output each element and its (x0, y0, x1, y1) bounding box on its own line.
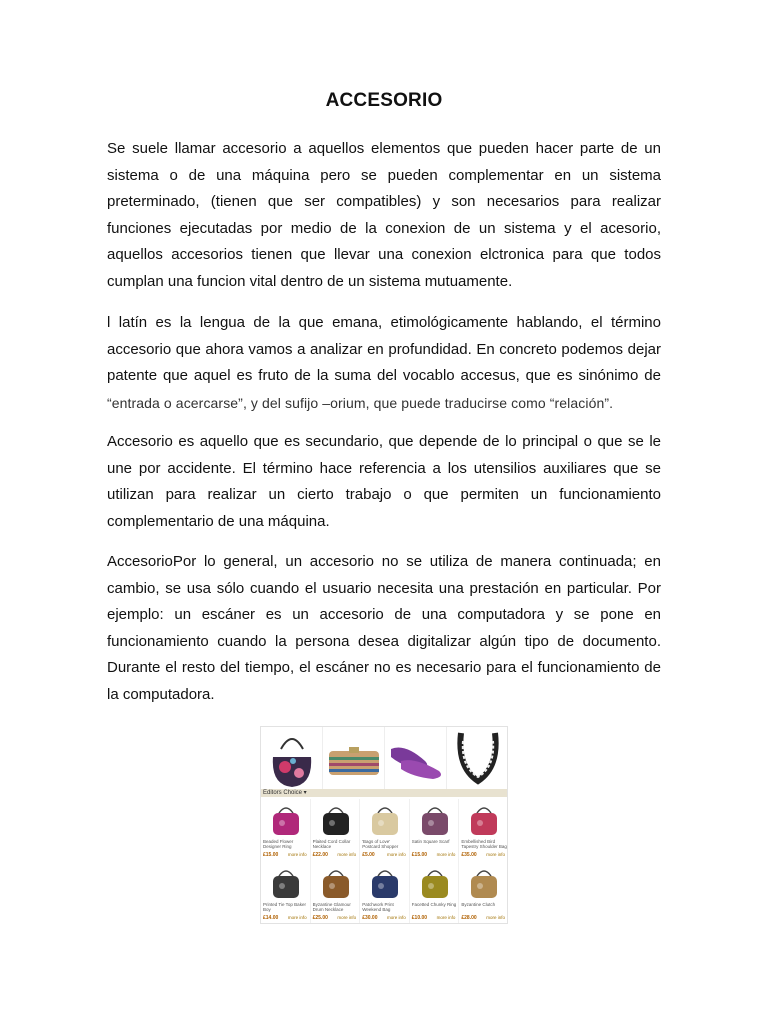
cap-icon (267, 864, 305, 900)
collage-top-row (261, 727, 508, 789)
more-info-link[interactable]: more info (337, 915, 357, 920)
product-card[interactable] (459, 799, 508, 862)
more-info-link[interactable]: more info (486, 915, 505, 920)
clutch-purse-icon (323, 727, 385, 789)
statement-necklace-icon (447, 727, 508, 789)
product-caption: Byzantine Glamour Drum Necklace (312, 902, 351, 912)
product-card[interactable] (410, 862, 460, 924)
paragraph-1: Se suele llamar accesorio a aquellos elementos que pueden hacer parte de un sistema o de una máquina pero se pueden complementar en un sistema preterminado, (tienen que ser compatibles) y son necesarios para realizar funciones ejecutadas por medio de la conexion de un sistema y el acesorio, aquellos accesorios tienen que llevar una conexion elctronica para que todos cumplan una funcion vital dentro de un sistema mutuamente. (107, 140, 661, 290)
pink-hat-icon (267, 801, 305, 837)
product-caption: Beaded Flower Designer Ring (263, 839, 294, 849)
paragraph-2-text: l latín es la lengua de la que emana, etimológicamente hablando, el término accesorio que ahora vamos a analizar en profundidad. En concreto podemos dejar patente que aquel es fruto de la suma del vocablo accesus, que es sinónimo de (107, 314, 661, 385)
bead-necklace-icon (317, 864, 355, 900)
product-card[interactable] (360, 862, 410, 924)
more-info-link[interactable]: more info (287, 915, 307, 920)
product-price: £15.00 (263, 852, 279, 858)
more-info-link[interactable]: more info (287, 852, 307, 857)
purple-flats-icon (385, 727, 447, 789)
product-price: £25.00 (312, 915, 328, 921)
product-row (261, 799, 508, 862)
editors-choice-label: Editors Choice ▾ (261, 789, 508, 797)
chunky-ring-icon (416, 864, 454, 900)
product-price: £15.00 (411, 852, 428, 858)
product-price: £35.00 (461, 852, 477, 858)
product-caption: Byzantine Clutch (461, 902, 496, 907)
paragraph-2 (107, 310, 661, 417)
more-info-link[interactable]: more info (337, 852, 357, 857)
product-row (261, 862, 508, 924)
product-caption: Facetted Chunky Ring (411, 902, 457, 907)
product-grid (261, 799, 508, 924)
accessories-collage (260, 726, 508, 924)
product-card[interactable] (410, 799, 460, 862)
paragraph-3: Accesorio es aquello que es secundario, que depende de lo principal o que se le une por accidente. El término hace referencia a los utensilios auxiliares que se utilizan para realizar un cierto trabajo o que permiten un funcionamiento complementario de una máquina. (107, 433, 661, 530)
more-info-link[interactable]: more info (486, 852, 505, 857)
paragraph-4: AccesorioPor lo general, un accesorio no se utiliza de manera continuada; en cambio, se usa sólo cuando el usuario necesita una prestación en particular. Por ejemplo: un escáner es un accesorio de una computadora y se pone en funcionamiento cuando la persona desea digitalizar algún tipo de documento. Durante el resto del tiempo, el escáner no es necesario para el funcionamiento de la computadora. (107, 553, 661, 703)
patchwork-bag-icon (366, 864, 404, 900)
gold-clutch-icon (465, 864, 503, 900)
product-card[interactable] (261, 799, 311, 862)
product-card[interactable] (360, 799, 410, 862)
product-price: £14.00 (263, 915, 279, 921)
product-caption: Printed Tie Top Baker Boy (263, 902, 306, 912)
product-caption: 'Bags of Love' Postcard Shopper (362, 839, 399, 849)
product-price: £22.00 (312, 852, 328, 858)
paragraph-2-quote: “entrada o acercarse”, y del sufijo –orium, que puede traducirse como “relación”. (107, 394, 614, 411)
product-card[interactable] (311, 862, 361, 924)
product-price: £28.00 (461, 915, 477, 921)
more-info-link[interactable]: more info (436, 852, 456, 857)
product-card[interactable] (459, 862, 508, 924)
product-caption: Embellished Bird Tapestry Shoulder Bag (461, 839, 507, 849)
product-card[interactable] (311, 799, 361, 862)
product-caption: Plaited Cord Collar Necklace (312, 839, 351, 849)
page-title: ACCESORIO (325, 90, 443, 111)
product-price: £30.00 (362, 915, 378, 921)
product-price: £5.00 (362, 852, 375, 858)
product-card[interactable] (261, 862, 311, 924)
more-info-link[interactable]: more info (387, 915, 406, 920)
tote-bag-icon (366, 801, 404, 837)
product-price: £10.00 (411, 915, 428, 921)
more-info-link[interactable]: more info (387, 852, 406, 857)
product-caption: Satin Square Scarf (411, 839, 450, 844)
scarf-icon (416, 801, 454, 837)
product-caption: Patchwork Print Weekend Bag (362, 902, 394, 912)
floral-tote-icon (465, 801, 503, 837)
black-bag-icon (317, 801, 355, 837)
more-info-link[interactable]: more info (436, 915, 456, 920)
floral-bag-icon (261, 727, 323, 789)
